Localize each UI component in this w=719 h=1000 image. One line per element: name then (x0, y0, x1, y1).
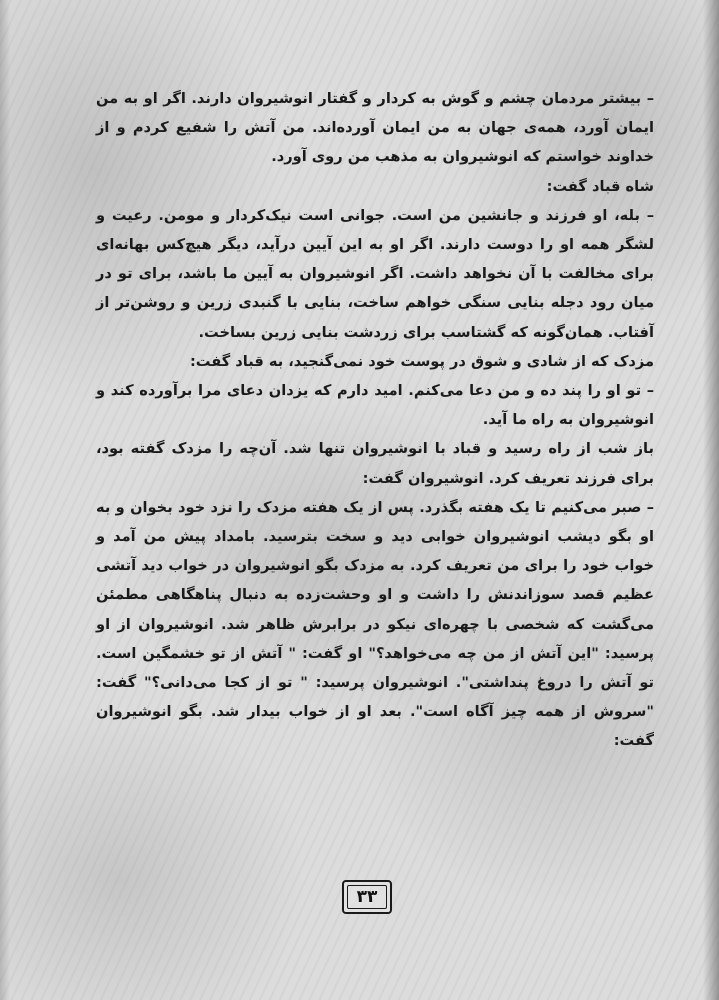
page-left-edge (0, 0, 10, 1000)
paragraph-7: – صبر می‌کنیم تا یک هفته بگذرد. پس از یک هفته مزدک را نزد خود بخوان و به او بگو دیشب انوشیروان خوابی دید و سخت بترسید. بامداد پیش من آمد و خواب خود را برای من تعریف کرد. به مزدک بگو انوشیروان در خواب دید آتشی عظیم قصد سوزاندنش را داشت و او وحشت‌زده به دنبال پناهگاهی مطمئن می‌گشت که شخصی با چهره‌ای نیکو در برابرش ظاهر شد. انوشیروان از او پرسید: "این آتش از من چه می‌خواهد؟" او گفت: " آتش از تو خشمگین است. تو آتش را دروغ پنداشتی". انوشیروان پرسید: " تو از کجا می‌دانی؟" گفت: "سروش از همه چیز آگاه است". بعد او از خواب بیدار شد. بگو انوشیروان گفت: (96, 498, 654, 750)
paragraph-5: – تو او را پند ده و من دعا می‌کنم. امید دارم که یزدان دعای مرا برآورده کند و انوشیروان به راه ما آید. (96, 382, 654, 429)
page-number-frame (342, 880, 392, 914)
page-number: ۳۳ (356, 887, 378, 907)
paragraph-3: – بله، او فرزند و جانشین من است. جوانی است نیک‌کردار و مومن. رعیت و لشگر همه او را دوست دارند. اگر او به این آیین درآید، دیگر هیچ‌کس بهانه‌ای برای مخالفت با آن نخواهد داشت. اگر انوشیروان به آیین ما باشد، برای تو در میان رود دجله بنایی سنگی خواهم ساخت، بنایی با گنبدی زرین و روشن‌تر از آفتاب. همان‌گونه که گشتاسب برای زردشت بنایی زرین بساخت. (96, 206, 654, 341)
page-right-edge (703, 0, 719, 1000)
body-text (96, 84, 654, 756)
paragraph-1: – بیشتر مردمان چشم و گوش به کردار و گفتار انوشیروان دارند. اگر او به من ایمان آورد، همه‌ی جهان به من ایمان آورده‌اند. من آتش را شفیع کردم و از خداوند خواستم که انوشیروان به مذهب من روی آورد. (96, 90, 654, 166)
paragraph-4: مزدک که از شادی و شوق در پوست خود نمی‌گنجید، به قباد گفت: (189, 352, 654, 370)
paragraph-2: شاه قباد گفت: (546, 177, 654, 195)
paragraph-6: باز شب از راه رسید و قباد با انوشیروان تنها شد. آن‌چه را مزدک گفته بود، برای فرزند تعریف کرد. انوشیروان گفت: (96, 440, 654, 487)
